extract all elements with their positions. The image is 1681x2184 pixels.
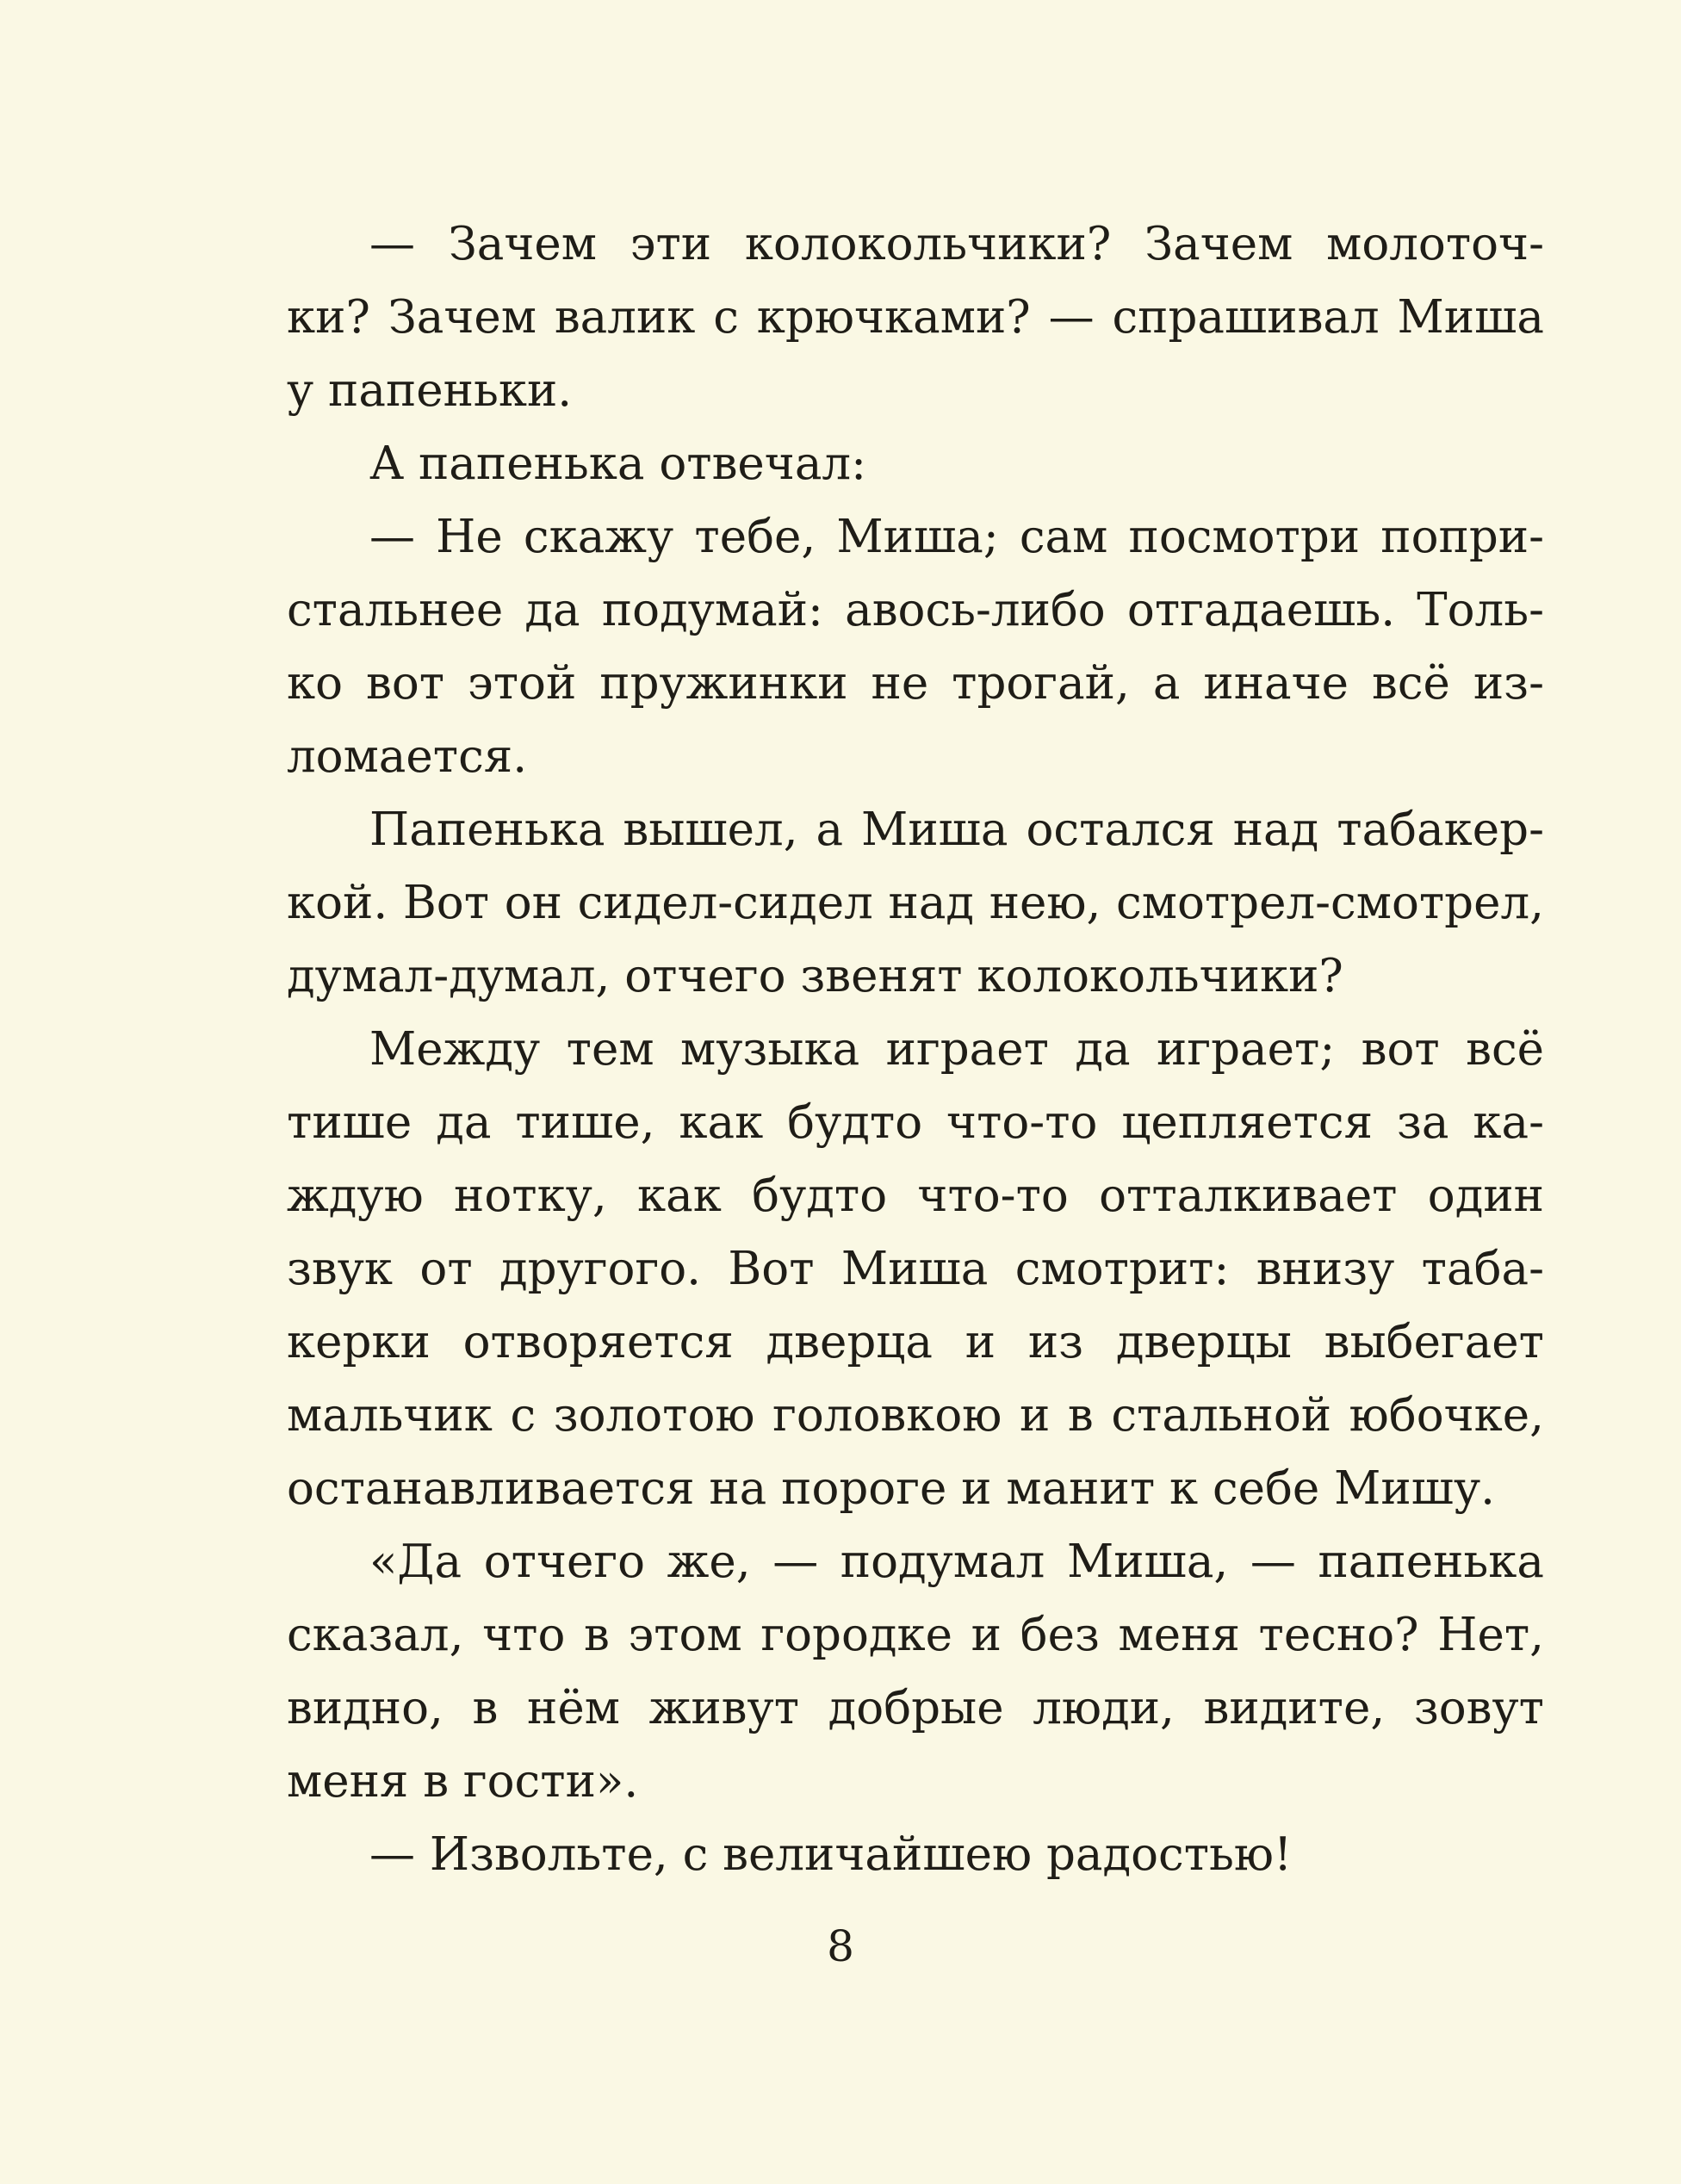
text-line: тише да тише, как будто что-то цепляется за ка- <box>287 1096 1544 1149</box>
text-line: стальнее да подумай: авось-либо отгадаешь. Толь- <box>287 584 1544 636</box>
text-line: ко вот этой пружинки не трогай, а иначе всё из- <box>287 657 1544 710</box>
text-line: керки отворяется дверца и из дверцы выбегает <box>287 1316 1544 1368</box>
text-line: — Извольте, с величайшею радостью! <box>369 1828 1293 1881</box>
text-line: Папенька вышел, а Миша остался над табакер- <box>369 803 1544 856</box>
text-line: думал-думал, отчего звенят колокольчики? <box>287 950 1343 1002</box>
text-line: ки? Зачем валик с крючками? — спрашивал Миша <box>287 291 1544 344</box>
text-line: звук от другого. Вот Миша смотрит: внизу таба- <box>287 1243 1544 1295</box>
text-line: А папенька отвечал: <box>369 437 866 490</box>
text-line: Между тем музыка играет да играет; вот всё <box>369 1023 1544 1076</box>
text-line: ждую нотку, как будто что-то отталкивает один <box>287 1170 1544 1222</box>
page-number: 8 <box>827 1921 854 1971</box>
text-line: видно, в нём живут добрые люди, видите, зовут <box>287 1682 1544 1734</box>
text-line: мальчик с золотою головкою и в стальной юбочке, <box>287 1389 1544 1442</box>
text-line: у папеньки. <box>287 364 573 417</box>
text-line: меня в гости». <box>287 1755 639 1808</box>
text-line: кой. Вот он сидел-сидел над нею, смотрел-смотрел, <box>287 877 1544 929</box>
text-line: — Не скажу тебе, Миша; сам посмотри попри- <box>369 511 1544 563</box>
text-line: «Да отчего же, — подумал Миша, — папенька <box>369 1536 1544 1588</box>
text-line: сказал, что в этом городке и без меня тесно? Нет, <box>287 1609 1544 1661</box>
text-line: — Зачем эти колокольчики? Зачем молоточ- <box>369 218 1544 270</box>
text-line: останавливается на пороге и манит к себе Мишу. <box>287 1462 1496 1515</box>
text-line: ломается. <box>287 730 528 783</box>
